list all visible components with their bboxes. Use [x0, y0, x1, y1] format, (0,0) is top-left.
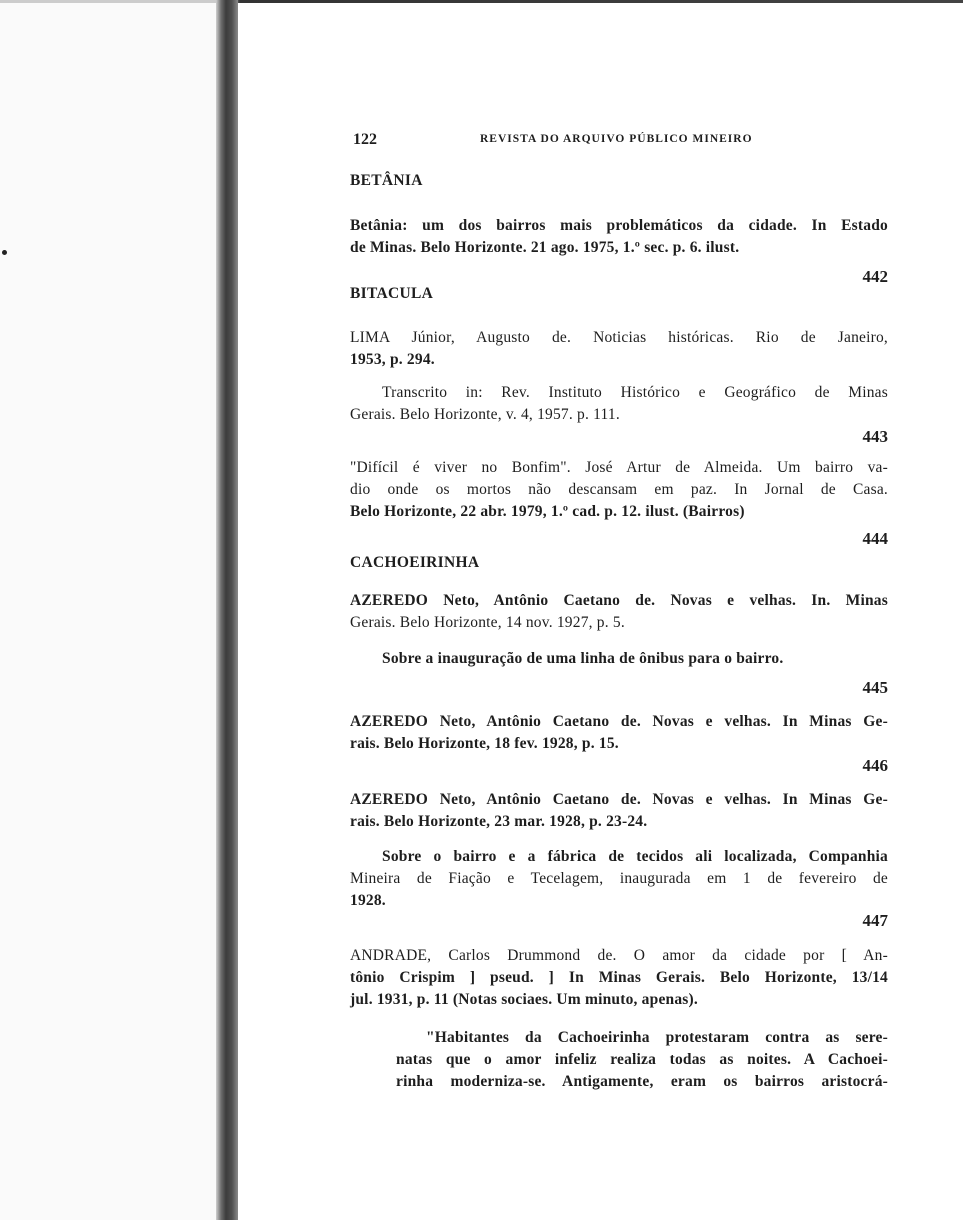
entry-line: 1953, p. 294.: [350, 351, 435, 368]
entry-line: jul. 1931, p. 11 (Notas sociaes. Um minuto, apenas).: [350, 991, 698, 1008]
quote-line: rinha moderniza-se. Antigamente, eram os bairros aristocrá-: [396, 1073, 888, 1090]
entry-line: Belo Horizonte, 22 abr. 1979, 1.º cad. p. 12. ilust. (Bairros): [350, 503, 745, 520]
entry-number-445: 445: [862, 678, 888, 697]
entry-line: Sobre a inauguração de uma linha de ônibus para o bairro.: [382, 650, 784, 667]
entry-line: rais. Belo Horizonte, 23 mar. 1928, p. 23-24.: [350, 813, 648, 830]
document-page: [350, 0, 888, 1220]
entry-lima: [350, 327, 888, 371]
entry-azeredo-23mar-note: [350, 846, 888, 912]
entry-andrade-quote: [396, 1027, 888, 1093]
entry-number-446: 446: [862, 756, 888, 775]
section-heading-betania: BETÂNIA: [350, 172, 423, 189]
entry-line: AZEREDO Neto, Antônio Caetano de. Novas e velhas. In. Minas: [350, 592, 888, 609]
quote-line: natas que o amor infeliz realiza todas as noites. A Cachoei-: [396, 1051, 888, 1068]
entry-number-447: 447: [862, 911, 888, 930]
entry-line: dio onde os mortos não descansam em paz. In Jornal de Casa.: [350, 481, 888, 498]
entry-line: Sobre o bairro e a fábrica de tecidos ali localizada, Companhia: [382, 848, 888, 865]
entry-lima-note: [350, 382, 888, 426]
entry-dificil: [350, 457, 888, 523]
entry-number-444: 444: [862, 529, 888, 548]
section-heading-bitacula: BITACULA: [350, 285, 434, 302]
entry-line: "Difícil é viver no Bonfim". José Artur de Almeida. Um bairro va-: [350, 459, 888, 476]
entry-azeredo-1927-note: [350, 648, 888, 670]
entry-line: rais. Belo Horizonte, 18 fev. 1928, p. 15.: [350, 735, 619, 752]
entry-line: tônio Crispim ] pseud. ] In Minas Gerais. Belo Horizonte, 13/14: [350, 969, 888, 986]
entry-line: Gerais. Belo Horizonte, v. 4, 1957. p. 111.: [350, 406, 620, 423]
entry-line: AZEREDO Neto, Antônio Caetano de. Novas e velhas. In Minas Ge-: [350, 791, 888, 808]
entry-line: de Minas. Belo Horizonte. 21 ago. 1975, 1.º sec. p. 6. ilust.: [350, 239, 740, 256]
entry-azeredo-18fev: [350, 711, 888, 755]
entry-azeredo-23mar: [350, 789, 888, 833]
running-header: [350, 131, 888, 151]
quote-line: "Habitantes da Cachoeirinha protestaram contra as sere-: [426, 1029, 888, 1046]
entry-betania: [350, 215, 888, 259]
page-number: 122: [353, 131, 377, 148]
entry-line: Transcrito in: Rev. Instituto Histórico e Geográfico de Minas: [382, 384, 888, 401]
entry-azeredo-1927: [350, 590, 888, 634]
book-gutter-shadow: [216, 0, 238, 1220]
entry-line: AZEREDO Neto, Antônio Caetano de. Novas e velhas. In Minas Ge-: [350, 713, 888, 730]
section-heading-cachoeirinha: CACHOEIRINHA: [350, 554, 480, 571]
scan-speck: [2, 250, 7, 255]
entry-line: Mineira de Fiação e Tecelagem, inaugurada em 1 de fevereiro de: [350, 870, 888, 887]
entry-number-442: 442: [862, 267, 888, 286]
entry-number-443: 443: [862, 427, 888, 446]
entry-line: Gerais. Belo Horizonte, 14 nov. 1927, p. 5.: [350, 614, 625, 631]
entry-line: 1928.: [350, 892, 386, 909]
journal-title: REVISTA DO ARQUIVO PÚBLICO MINEIRO: [480, 133, 753, 145]
entry-andrade: [350, 945, 888, 1011]
facing-page-margin: [0, 0, 216, 1220]
entry-line: ANDRADE, Carlos Drummond de. O amor da cidade por [ An-: [350, 947, 888, 964]
entry-line: Betânia: um dos bairros mais problemáticos da cidade. In Estado: [350, 217, 888, 234]
entry-line: LIMA Júnior, Augusto de. Noticias históricas. Rio de Janeiro,: [350, 329, 888, 346]
